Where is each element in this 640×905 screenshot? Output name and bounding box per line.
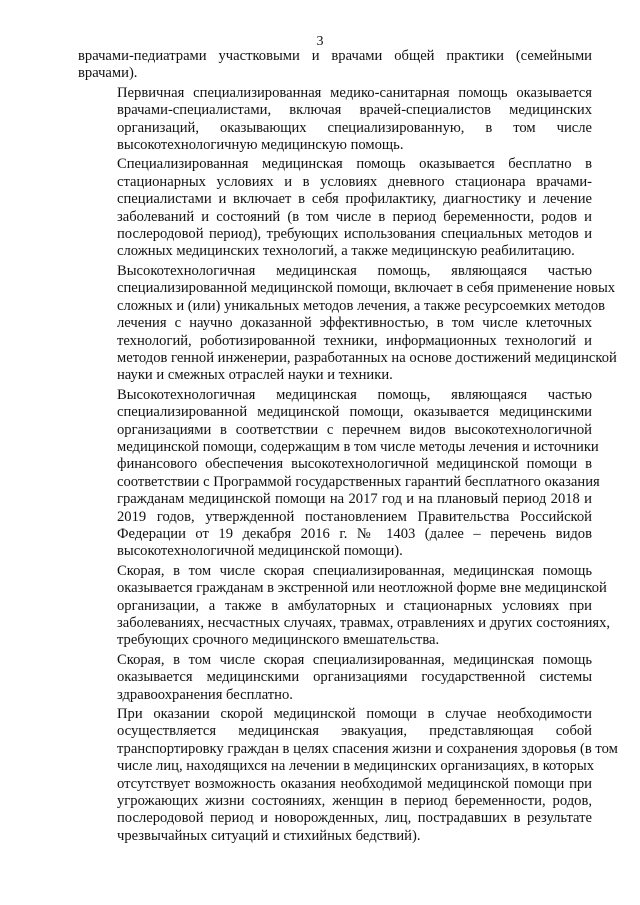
text-line: сложных и (или) уникальных методов лечения, а также ресурсоемких методов (117, 297, 606, 314)
text-line: угрожающих жизни состояниях, женщин в период беременности, родов, (117, 793, 592, 810)
text-line: специализированной медицинской помощи, включает в себя применение новых (117, 280, 616, 297)
text-line: высокотехнологичную медицинскую помощь. (117, 137, 404, 154)
text-line: отсутствует возможность оказания необходимой медицинской помощи при (117, 775, 592, 792)
text-line: При оказании скорой медицинской помощи в случае необходимости (117, 706, 592, 723)
text-line: транспортировку граждан в целях спасения жизни и сохранения здоровья (в том (117, 740, 618, 757)
document-body (78, 48, 618, 845)
text-line: высокотехнологичной медицинской помощи). (117, 543, 403, 560)
text-line: медицинской помощи, содержащим в том числе методы лечения и источники (117, 438, 599, 455)
text-line: послеродовой период и новорожденных, лиц, пострадавших в результате (117, 810, 592, 827)
text-line: Скорая, в том числе скорая специализированная, медицинская помощь (117, 562, 592, 579)
paragraph (78, 706, 618, 845)
text-line: заболеваниях, несчастных случаях, травмах, отравлениях и других состояниях, (117, 615, 611, 631)
paragraph (78, 386, 600, 561)
text-line: Первичная специализированная медико-санитарная помощь оказывается (117, 84, 592, 101)
text-line: врачами-специалистами, включая врачей-специалистов медицинских (117, 102, 592, 119)
text-line: оказывается медицинскими организациями государственной системы (117, 669, 592, 686)
text-line: чрезвычайных ситуаций и стихийных бедствий). (117, 827, 421, 844)
text-line: финансового обеспечения высокотехнологичной медицинской помощи в (117, 456, 592, 473)
text-line: числе лиц, находящихся на лечении в медицинских организациях, в которых (117, 758, 595, 775)
page-number: 3 (316, 34, 324, 49)
text-line: Высокотехнологичная медицинская помощь, являющаяся частью (117, 386, 592, 403)
text-line: Специализированная медицинская помощь оказывается бесплатно в (117, 156, 592, 173)
paragraph (78, 562, 611, 650)
text-line: соответствии с Программой государственных гарантий бесплатного оказания (117, 473, 600, 490)
text-line: врачами-педиатрами участковыми и врачами общей практики (семейными (78, 48, 592, 64)
paragraph (78, 156, 592, 260)
text-line: Федерации от 19 декабря 2016 г. № 1403 (далее – перечень видов (117, 525, 592, 542)
text-line: сложных медицинских технологий, а также медицинскую реабилитацию. (117, 243, 575, 260)
text-line: послеродовой период), требующих использования специальных методов и (117, 226, 592, 243)
text-line: науки и смежных отраслей науки и техники. (117, 367, 393, 384)
text-line: 2019 годов, утвержденной постановлением Правительства Российской (117, 508, 592, 525)
paragraph (78, 262, 617, 385)
text-line: специалистами и включает в себя профилактику, диагностику и лечение (117, 191, 592, 208)
paragraph (78, 85, 592, 155)
text-line: лечения с научно доказанной эффективностью, в том числе клеточных (117, 315, 592, 332)
paragraph (78, 652, 592, 704)
text-line: Скорая, в том числе скорая специализированная, медицинская помощь (117, 651, 592, 668)
text-line: организациями в соответствии с перечнем видов высокотехнологичной (117, 421, 592, 438)
text-line: врачами). (78, 65, 138, 82)
text-line: технологий, роботизированной техники, информационных технологий и (117, 332, 592, 349)
text-line: специализированной медицинской помощи, оказывается медицинскими (117, 404, 592, 421)
text-line: методов генной инженерии, разработанных на основе достижений медицинской (117, 349, 617, 366)
text-line: организаций, оказывающих специализированную, в том числе (117, 119, 592, 136)
text-line: стационарных условиях и в условиях дневного стационара врачами- (117, 173, 592, 190)
text-line: заболеваний и состояний (в том числе в период беременности, родов и (117, 208, 592, 225)
text-line: оказывается гражданам в экстренной или неотложной форме вне медицинской (117, 580, 607, 597)
text-line: организации, а также в амбулаторных и стационарных условиях при (117, 597, 592, 614)
text-line: гражданам медицинской помощи на 2017 год и на плановый период 2018 и (117, 491, 592, 508)
paragraph (78, 48, 592, 83)
text-line: требующих срочного медицинского вмешательства. (117, 632, 440, 649)
text-line: осуществляется медицинская эвакуация, представляющая собой (117, 723, 592, 740)
text-line: Высокотехнологичная медицинская помощь, являющаяся частью (117, 262, 592, 279)
text-line: здравоохранения бесплатно. (117, 686, 293, 703)
